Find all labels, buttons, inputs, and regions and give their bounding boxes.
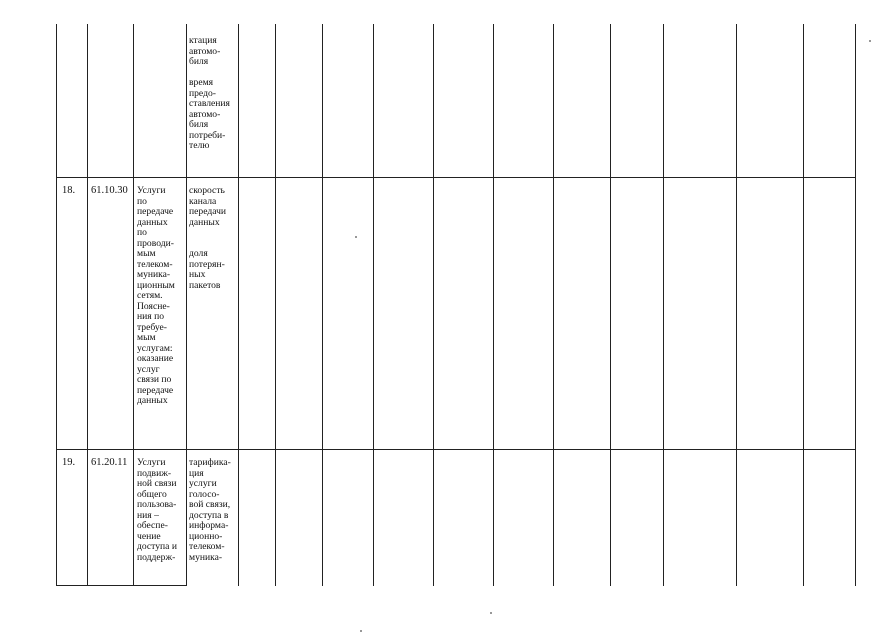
column-divider (493, 24, 494, 586)
scan-speck (869, 40, 871, 42)
scan-speck (355, 236, 357, 238)
service-description: Услуги подвиж- ной связи общего пользова- ния – обеспе- чение доступа и поддерж- (137, 457, 177, 563)
row-number: 19. (62, 457, 76, 468)
scan-speck (490, 612, 492, 614)
column-divider (803, 24, 804, 586)
column-divider (736, 24, 737, 586)
column-divider (87, 24, 88, 586)
row-divider (56, 449, 856, 450)
requirements-cell: скорость канала передачи данных доля потерян- ных пакетов (189, 185, 227, 291)
column-divider (373, 24, 374, 586)
scan-speck (360, 630, 362, 632)
column-divider (610, 24, 611, 586)
column-divider (322, 24, 323, 586)
row-number: 18. (62, 185, 76, 196)
column-divider (238, 24, 239, 586)
column-divider (186, 24, 187, 586)
service-code: 61.20.11 (91, 457, 128, 468)
service-description: Услуги по передаче данных по проводи- мым телеком- муника- ционным сетям. Поясне- ния по требуе- мым услугам: оказание услуг связи по передаче данных (137, 185, 175, 406)
requirements-cell-continued: ктация автомо- биля время предо- ставления автомо- биля потреби- телю (189, 35, 230, 151)
column-divider (553, 24, 554, 586)
table-border-right (855, 24, 856, 586)
column-divider (433, 24, 434, 586)
column-divider (663, 24, 664, 586)
column-divider (275, 24, 276, 586)
row-divider (56, 177, 856, 178)
table-bottom-border (56, 585, 187, 586)
service-code: 61.10.30 (91, 185, 128, 196)
column-divider (133, 24, 134, 586)
requirements-cell: тарифика- ция услуги голосо- вой связи, доступа в информа- ционно- телеком- муника- (189, 457, 231, 563)
table-border-left (56, 24, 57, 586)
